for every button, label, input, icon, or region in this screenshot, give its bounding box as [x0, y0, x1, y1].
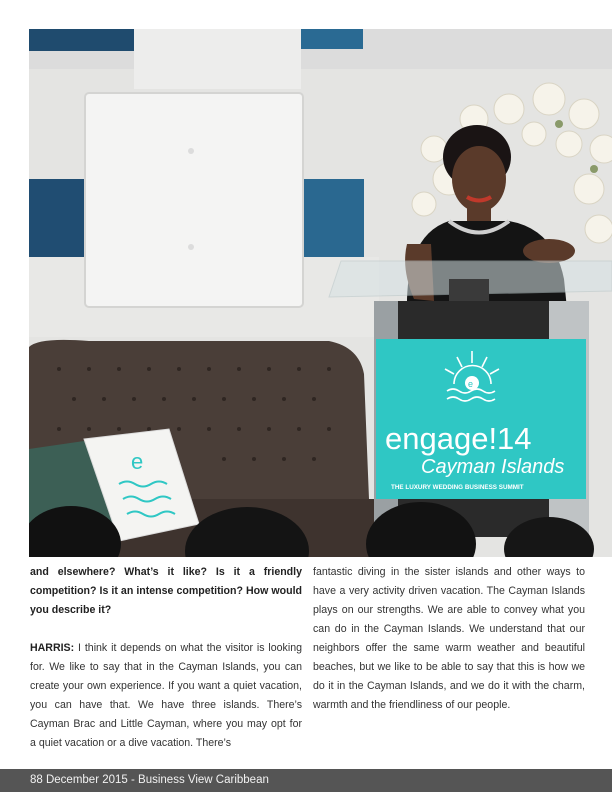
pillow-letter: e	[131, 449, 144, 474]
interview-answer-right: fantastic diving in the sister islands and other ways to have a very activity driven vacation. The Cayman Islands plays on our strengths. We are able to convey what you can do in the Cayman Islands. We understand that our neighbors offer the same warm weather and beautiful beaches, but we like to be able to say that this is how we do it in the Cayman Islands, and we do it with the charm, warmth and the friendliness of our people.	[313, 566, 585, 711]
page-footer	[0, 769, 612, 792]
answer-text-left: I think it depends on what the visitor is looking for. We like to say that in the Cayman Islands, you can create your own experience. If you want a quiet vacation, you can have that. We have three islands. There’s Cayman Brac and Little Cayman, where you may opt for a quiet vacation or a dive vacation. There’s	[30, 642, 302, 749]
podium-sign-logo-letter: e	[468, 379, 474, 389]
interview-answer-left	[30, 639, 302, 753]
speaker-name: HARRIS:	[30, 642, 75, 654]
podium-sign-subtitle: Cayman Islands	[421, 456, 565, 478]
article-column-left	[30, 563, 302, 753]
footer-text: 88 December 2015 - Business View Caribbean	[30, 774, 269, 786]
podium-sign-title: engage!14	[385, 421, 532, 456]
article-column-right	[313, 563, 585, 715]
podium-sign-tagline: THE LUXURY WEDDING BUSINESS SUMMIT	[391, 484, 524, 491]
paragraph-gap	[30, 620, 302, 639]
photo-illustration	[29, 29, 612, 557]
conference-photo	[29, 29, 612, 557]
interview-question: and elsewhere? What’s it like? Is it a friendly competition? Is it an intense competition? How would you describe it?	[30, 566, 302, 616]
